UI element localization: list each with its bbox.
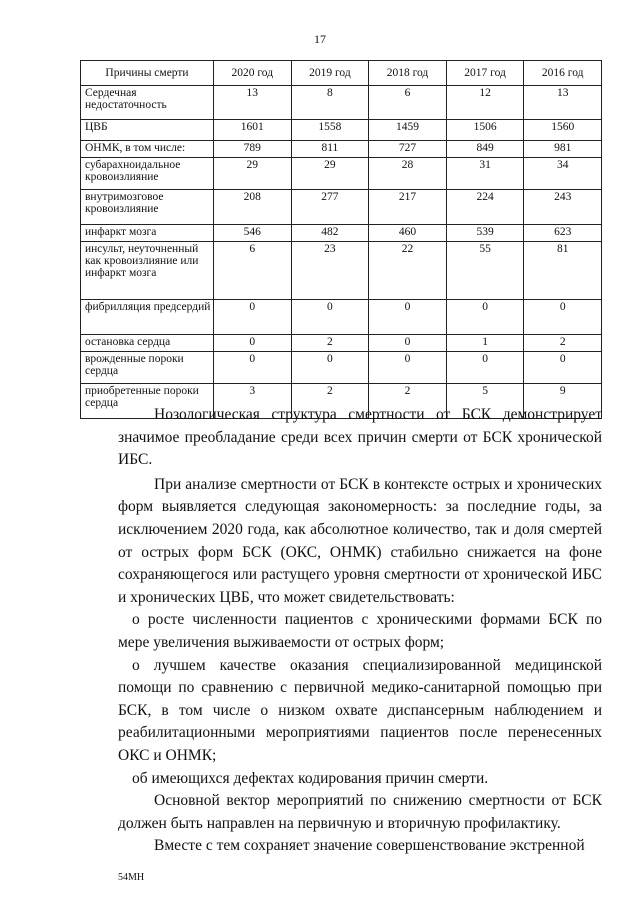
cell-value: 2	[369, 384, 447, 419]
cell-value: 1506	[446, 120, 524, 141]
cell-value: 0	[524, 300, 602, 335]
row-label: внутримозговое кровоизлияние	[81, 190, 214, 225]
cell-value: 9	[524, 384, 602, 419]
paragraph-prevention: Основной вектор мероприятий по снижению смертности от БСК должен быть направлен на первичную и вторичную профилактику.	[118, 792, 602, 832]
cell-value: 13	[214, 86, 292, 120]
table-row	[81, 120, 602, 141]
cell-value: 789	[214, 141, 292, 158]
cell-value: 8	[291, 86, 369, 120]
cell-value: 623	[524, 225, 602, 242]
cell-value: 0	[214, 352, 292, 384]
cell-value: 3	[214, 384, 292, 419]
cell-value: 0	[214, 300, 292, 335]
body-text	[118, 404, 602, 858]
cell-value: 546	[214, 225, 292, 242]
cell-value: 29	[214, 158, 292, 190]
cell-value: 81	[524, 242, 602, 300]
cell-value: 31	[446, 158, 524, 190]
cell-value: 22	[369, 242, 447, 300]
table-row	[81, 225, 602, 242]
cell-value: 0	[446, 300, 524, 335]
list-item: о росте численности пациентов с хроническими формами БСК по мере увеличения выживаемости от острых форм;	[118, 611, 602, 651]
table-row	[81, 300, 602, 335]
cell-value: 243	[524, 190, 602, 225]
cell-value: 0	[291, 352, 369, 384]
cell-value: 34	[524, 158, 602, 190]
cell-value: 727	[369, 141, 447, 158]
table-row	[81, 86, 602, 120]
cell-value: 482	[291, 225, 369, 242]
table-row	[81, 242, 602, 300]
row-label: приобретенные пороки сердца	[81, 384, 214, 419]
row-label: ОНМК, в том числе:	[81, 141, 214, 158]
cell-value: 811	[291, 141, 369, 158]
cell-value: 1601	[214, 120, 292, 141]
cell-value: 460	[369, 225, 447, 242]
cell-value: 208	[214, 190, 292, 225]
row-label: инфаркт мозга	[81, 225, 214, 242]
cell-value: 55	[446, 242, 524, 300]
cell-value: 277	[291, 190, 369, 225]
cell-value: 28	[369, 158, 447, 190]
cell-value: 2	[291, 335, 369, 352]
page-number: 17	[314, 32, 326, 46]
cell-value: 29	[291, 158, 369, 190]
cell-value: 0	[446, 352, 524, 384]
mortality-causes-table	[80, 60, 602, 419]
cell-value: 1	[446, 335, 524, 352]
column-header-2020: 2020 год	[214, 61, 292, 86]
footer-code: 54МН	[118, 872, 145, 883]
cell-value: 2	[291, 384, 369, 419]
cell-value: 0	[524, 352, 602, 384]
cell-value: 224	[446, 190, 524, 225]
table-header-row	[81, 61, 602, 86]
cell-value: 0	[369, 335, 447, 352]
column-header-causes: Причины смерти	[81, 61, 214, 86]
row-label: фибрилляция предсердий	[81, 300, 214, 335]
row-label: врожденные пороки сердца	[81, 352, 214, 384]
table-row	[81, 190, 602, 225]
cell-value: 12	[446, 86, 524, 120]
cell-value: 0	[214, 335, 292, 352]
column-header-2016: 2016 год	[524, 61, 602, 86]
cell-value: 0	[369, 352, 447, 384]
cell-value: 217	[369, 190, 447, 225]
row-label: субарахноидальное кровоизлияние	[81, 158, 214, 190]
cell-value: 0	[369, 300, 447, 335]
column-header-2019: 2019 год	[291, 61, 369, 86]
row-label: Сердечная недостаточность	[81, 86, 214, 120]
cell-value: 0	[291, 300, 369, 335]
cell-value: 5	[446, 384, 524, 419]
list-item: об имеющихся дефектах кодирования причин смерти.	[132, 769, 489, 787]
cell-value: 23	[291, 242, 369, 300]
cell-value: 1459	[369, 120, 447, 141]
paragraph-structure: Нозологическая структура смертности от БСК демонстрирует значимое преобладание среди всех причин смерти от БСК хронической ИБС.	[118, 406, 602, 469]
row-label: инсульт, неуточненный как кровоизлияние или инфаркт мозга	[81, 242, 214, 300]
cell-value: 1560	[524, 120, 602, 141]
paragraph-analysis: При анализе смертности от БСК в контексте острых и хронических форм выявляется следующая закономерность: за последние годы, за исключением 2020 года, как абсолютное количество, так и доля смертей от острых форм БСК (ОКС, ОНМК) стабильно снижается на фоне сохраняющегося или растущего уровня смертности от хронической ИБС и хронических ЦВБ, что может свидетельствовать:	[118, 475, 602, 606]
cell-value: 13	[524, 86, 602, 120]
row-label: ЦВБ	[81, 120, 214, 141]
paragraph-emergency: Вместе с тем сохраняет значение совершенствование экстренной	[154, 837, 585, 855]
cell-value: 2	[524, 335, 602, 352]
cell-value: 6	[369, 86, 447, 120]
cell-value: 539	[446, 225, 524, 242]
cell-value: 6	[214, 242, 292, 300]
list-item: о лучшем качестве оказания специализированной медицинской помощи по сравнению с первичной медико-санитарной помощью при БСК, в том числе о низком охвате диспансерным наблюдением и реабилитационными мероприятиями пациентов после перенесенных ОКС и ОНМК;	[118, 656, 602, 764]
column-header-2018: 2018 год	[369, 61, 447, 86]
cell-value: 1558	[291, 120, 369, 141]
table-row	[81, 352, 602, 384]
cell-value: 849	[446, 141, 524, 158]
table-row	[81, 335, 602, 352]
row-label: остановка сердца	[81, 335, 214, 352]
table-row	[81, 158, 602, 190]
column-header-2017: 2017 год	[446, 61, 524, 86]
table-row	[81, 141, 602, 158]
cell-value: 981	[524, 141, 602, 158]
